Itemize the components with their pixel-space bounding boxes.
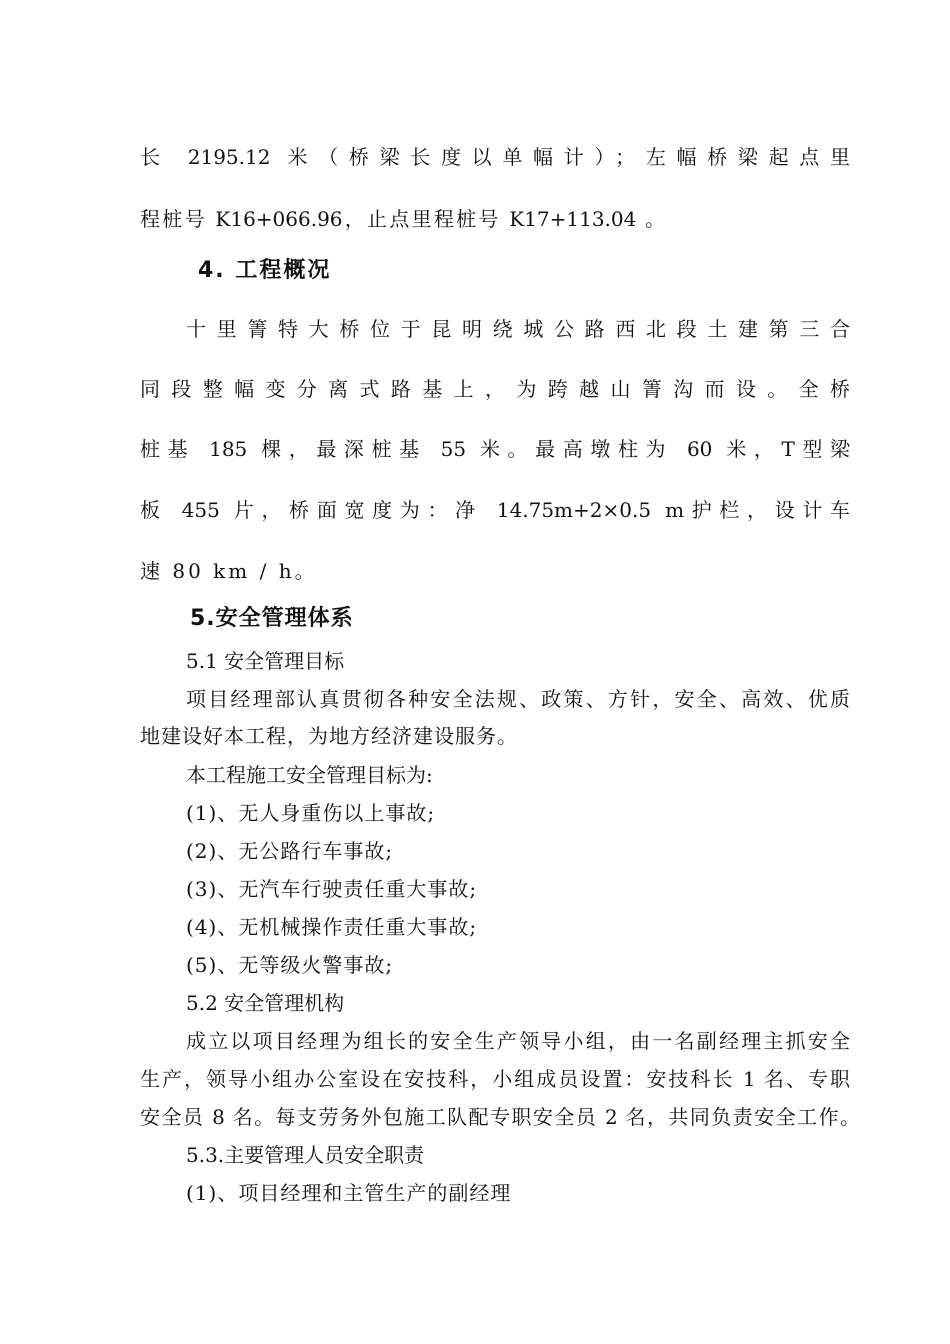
- body-text-line: 项目经理部认真贯彻各种安全法规、政策、方针，安全、高效、优质: [186, 687, 850, 711]
- body-text-line: 十里箐特大桥位于昆明绕城公路西北段土建第三合: [186, 317, 850, 341]
- section-heading: 5.安全管理体系: [190, 606, 354, 631]
- list-item: (4)、无机械操作责任重大事故;: [186, 915, 478, 939]
- list-item: (5)、无等级火警事故;: [186, 953, 394, 977]
- body-text-line: 桩基 185 棵，最深桩基 55 米。最高墩柱为 60 米，T型梁: [140, 437, 850, 461]
- list-item: (1)、无人身重伤以上事故;: [186, 801, 436, 825]
- body-text-line: 地建设好本工程，为地方经济建设服务。: [140, 724, 518, 748]
- subsection-heading: 5.1 安全管理目标: [186, 649, 345, 673]
- body-text-line: 本工程施工安全管理目标为:: [186, 763, 433, 787]
- subsection-heading: 5.2 安全管理机构: [186, 991, 345, 1015]
- body-text-line: 生产，领导小组办公室设在安技科，小组成员设置：安技科长 1 名、专职: [140, 1067, 850, 1091]
- list-item: (3)、无汽车行驶责任重大事故;: [186, 877, 478, 901]
- subsection-heading: 5.3.主要管理人员安全职责: [186, 1143, 425, 1167]
- body-text-line: 板 455 片，桥面宽度为：净 14.75m+2×0.5 m护栏，设计车: [140, 498, 850, 522]
- body-text-line: 安全员 8 名。每支劳务外包施工队配专职安全员 2 名，共同负责安全工作。: [140, 1105, 860, 1129]
- section-heading: 4. 工程概况: [198, 258, 332, 283]
- body-text-line: 程桩号 K16+066.96，止点里程桩号 K17+113.04 。: [140, 207, 665, 231]
- list-item: (2)、无公路行车事故;: [186, 839, 394, 863]
- body-text-line: 长 2195.12 米（桥梁长度以单幅计）；左幅桥梁起点里: [140, 145, 850, 169]
- list-item: (1)、项目经理和主管生产的副经理: [186, 1181, 512, 1205]
- body-text-line: 同段整幅变分离式路基上，为跨越山箐沟而设。全桥: [140, 377, 850, 401]
- body-text-line: 速 80 km / h。: [140, 559, 318, 583]
- body-text-line: 成立以项目经理为组长的安全生产领导小组，由一名副经理主抓安全: [186, 1029, 850, 1053]
